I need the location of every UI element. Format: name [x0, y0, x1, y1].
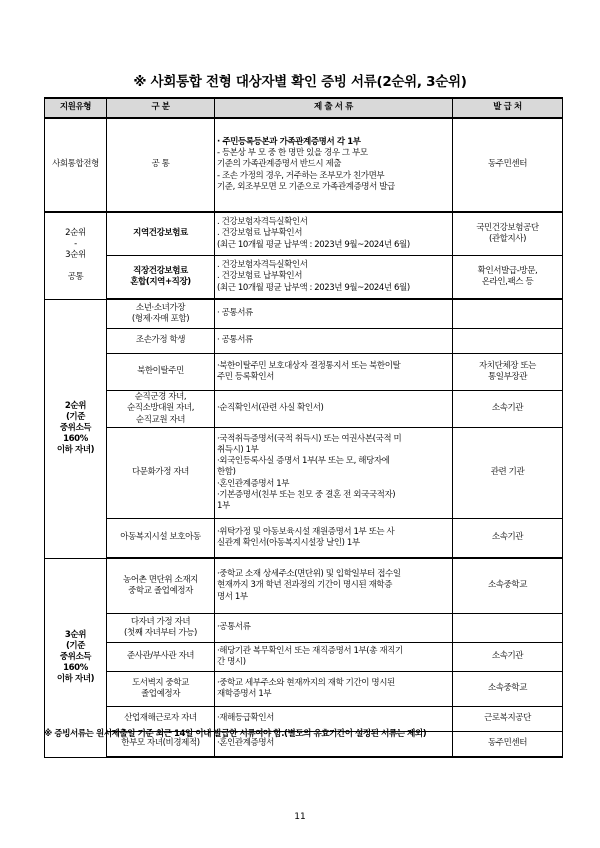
- header-documents: 제 출 서 류: [215, 98, 453, 118]
- social-docs-line: 기준의 가족관계증명서 반드시 제출: [217, 159, 342, 170]
- rank3-type-line: 이하 자녀): [56, 674, 95, 685]
- header-type: 지원유형: [45, 98, 107, 118]
- rank3-docs: [215, 614, 453, 643]
- rank2-issuer-line: 자치단체장 또는: [479, 360, 536, 371]
- documents-table: [44, 97, 563, 758]
- rank3-row: [45, 614, 563, 643]
- rank2-category-line: (형제·자매 포함): [131, 314, 190, 324]
- rank2-type-line: 이하 자녀): [56, 445, 95, 456]
- rank2-row: [45, 329, 563, 354]
- rank2-category-line: 조손가정 학생: [135, 335, 186, 346]
- rank2-category-line: 순직군경 자녀,: [134, 392, 187, 403]
- rank2-issuer-line: 통일부장관: [487, 372, 528, 382]
- rank2-type-line: 160%: [63, 434, 88, 445]
- workplace-issuer-line: 확인서발급-방문,: [477, 265, 538, 276]
- rank3-issuer: [453, 558, 563, 614]
- regional-docs: [215, 212, 453, 256]
- rank2-type-line: 중위소득: [59, 422, 92, 433]
- rank2-row: [45, 391, 563, 428]
- rank2-type-line: (기준: [65, 411, 86, 422]
- common-type-line: [47, 261, 104, 272]
- rank3-issuer-line: 소속중학교: [487, 580, 528, 591]
- rank3-row: [45, 643, 563, 672]
- rank2-category-line: 다문화가정 자녀: [132, 467, 189, 478]
- rank2-docs-line: ·외국인등록사실 증명서 1부(부 또는 모, 해당자에: [217, 456, 390, 467]
- header-issuer: 발 급 처: [453, 98, 563, 118]
- rank3-issuer-line: 소속기관: [491, 651, 524, 662]
- rank2-docs: [215, 391, 453, 428]
- rank3-type-line: 중위소득: [59, 651, 92, 662]
- rank3-issuer: [453, 672, 563, 707]
- rank3-category-line: 도서벽지 중학교: [132, 677, 189, 688]
- workplace-category-line: 직장건강보험료: [133, 265, 188, 276]
- rank3-docs-line: ·중학교 소재 상세주소(면단위) 및 입학일부터 접수일: [217, 569, 401, 580]
- rank2-docs: [215, 329, 453, 354]
- regional-issuer-line: (관할지사): [488, 234, 527, 244]
- rank2-docs: [215, 354, 453, 391]
- social-docs-line: 기준, 외조부모면 모 기준으로 가족관계증명서 발급: [217, 181, 395, 192]
- rank2-type: [45, 299, 107, 558]
- rank3-docs-line: ·중학교 세부주소와 현재까지의 재학 기간이 명시된: [217, 677, 395, 688]
- rank2-docs-line: 실관계 확인서(아동복지시설장 날인) 1부: [217, 538, 360, 548]
- rank2-category-line: 순직소방대원 자녀,: [126, 403, 195, 414]
- workplace-category: [107, 256, 215, 300]
- rank2-category: [107, 519, 215, 559]
- regional-issuer: [453, 212, 563, 256]
- rank2-issuer: [453, 329, 563, 354]
- header-row: [45, 98, 563, 118]
- rank2-docs: [215, 519, 453, 559]
- rank2-docs-line: ·위탁가정 및 아동보육시설 재원증명서 1부 또는 사: [217, 526, 395, 537]
- rank3-issuer-line: 동주민센터: [487, 738, 528, 749]
- common-type-line: 2순위: [65, 228, 86, 239]
- rank3-docs-line: 현재까지 3개 학년 전과정의 기간이 명시된 재학증: [217, 580, 393, 591]
- rank2-type-line: 2순위: [64, 400, 87, 411]
- rank2-issuer: [453, 299, 563, 329]
- regional-category: 지역건강보험료: [107, 212, 215, 256]
- header-category: 구 분: [107, 98, 215, 118]
- rank2-docs-line: · 공통서류: [217, 308, 253, 319]
- rank3-row: [45, 672, 563, 707]
- rank3-docs-line: ·혼인관계증명서: [217, 738, 274, 749]
- social-issuer: 동주민센터: [453, 118, 563, 212]
- social-type: 사회통합전형: [45, 118, 107, 212]
- rank3-docs-line: 재학증명서 1부: [217, 689, 272, 699]
- rank2-row: [45, 354, 563, 391]
- row-social-common: [45, 118, 563, 212]
- rank3-docs-line: ·공통서류: [217, 622, 251, 633]
- common-type-line: 공통: [67, 272, 84, 283]
- rank3-type-line: 3순위: [64, 629, 87, 640]
- rank3-docs-line: 간 명시): [217, 657, 246, 667]
- common-type: [45, 212, 107, 299]
- rank3-category: [107, 643, 215, 672]
- rank3-issuer-line: 근로복지공단: [484, 713, 531, 724]
- rank2-category-line: 북한이탈주민: [137, 366, 184, 377]
- workplace-docs-line: . 건강보험자격득실확인서: [217, 260, 308, 271]
- rank2-docs: [215, 299, 453, 329]
- workplace-issuer: [453, 256, 563, 300]
- rank3-category: [107, 614, 215, 643]
- rank3-issuer: [453, 732, 563, 758]
- rank3-category-line: 농어촌 면단위 소재지: [123, 574, 198, 585]
- rank2-issuer-line: 관련 기관: [490, 467, 525, 478]
- rank3-row: [45, 558, 563, 614]
- rank2-docs-line: ·순직확인서(관련 사실 확인서): [217, 403, 324, 414]
- social-docs-line: - 조손 가정의 경우, 거주하는 조부모가 친가면부: [217, 170, 385, 181]
- social-docs-line: - 등본상 부 모 중 한 명만 있을 경우 그 부모: [217, 148, 368, 159]
- rank3-category: [107, 672, 215, 707]
- rank2-issuer: [453, 391, 563, 428]
- rank3-docs-line: 명서 1부: [217, 591, 248, 602]
- workplace-docs: [215, 256, 453, 300]
- rank2-category: [107, 329, 215, 354]
- rank3-category-line: (첫째 자녀부터 가능): [124, 628, 197, 638]
- rank2-category-line: 소년·소녀가장: [135, 302, 186, 313]
- rank3-category-line: 졸업예정자: [140, 689, 181, 699]
- rank2-docs-line: · 공통서류: [217, 335, 253, 346]
- rank2-issuer-line: 소속기관: [491, 403, 524, 414]
- rank2-docs-line: 취득시) 1부: [217, 445, 259, 456]
- rank2-issuer: [453, 428, 563, 519]
- common-type-line: -: [74, 239, 77, 250]
- rank2-docs-line: ·북한이탈주민 보호대상자 결정통지서 또는 북한이탈: [217, 360, 401, 371]
- rank2-docs-line: 주민 등록확인서: [217, 372, 274, 382]
- social-docs: [215, 118, 453, 212]
- rank3-category-line: 중학교 졸업예정자: [128, 586, 193, 596]
- page-number: 11: [294, 812, 306, 822]
- rank3-issuer-line: 소속중학교: [487, 683, 528, 694]
- footnote: ※ 증빙서류는 원서제출일 기준 최근 14일 이내 발급한 서류여야 함.(별도의 유효기간이 설정된 서류는 제외): [44, 729, 427, 739]
- workplace-docs-line: . 건강보험료 납부확인서: [217, 271, 303, 282]
- rank2-issuer: [453, 354, 563, 391]
- rank3-type-line: 160%: [63, 663, 88, 674]
- rank3-docs-line: ·해당기관 복무확인서 또는 재직증명서 1부(총 재직기: [217, 645, 403, 656]
- rank3-category-line: 한부모 자녀(비경제적): [121, 738, 200, 749]
- rank2-docs-line: ·국적취득증명서(국적 취득시) 또는 여권사본(국적 미: [217, 434, 402, 445]
- regional-issuer-line: 국민건강보험공단: [476, 222, 539, 233]
- workplace-docs-line: (최근 10개월 평균 납부액 : 2023년 9월~2024년 6월): [217, 282, 410, 293]
- rank3-category-line: 산업재해근로자 자녀: [124, 713, 197, 724]
- rank2-category: [107, 428, 215, 519]
- rank3-category: [107, 558, 215, 614]
- rank2-docs-line: 한함): [217, 467, 236, 478]
- rank2-row: [45, 299, 563, 329]
- workplace-category-line: 혼합(지역+직장): [130, 277, 191, 287]
- rank2-category: [107, 299, 215, 329]
- regional-docs-line: . 건강보험료 납부확인서: [217, 228, 303, 239]
- rank3-issuer-line: [455, 622, 560, 633]
- common-type-line: 3순위: [65, 250, 86, 261]
- rank3-docs: [215, 643, 453, 672]
- rank3-docs-line: ·재해등급확인서: [217, 713, 274, 724]
- page-title: ※ 사회통합 전형 대상자별 확인 증빙 서류(2순위, 3순위): [133, 74, 467, 90]
- rank3-docs: [215, 558, 453, 614]
- social-docs-line: · 주민등록등본과 가족관계증명서 각 1부: [217, 137, 361, 148]
- workplace-issuer-line: 온라인,팩스 등: [481, 277, 534, 287]
- regional-docs-line: (최근 10개월 평균 납부액 : 2023년 9월~2024년 6월): [217, 239, 410, 250]
- rank2-docs: [215, 428, 453, 519]
- rank2-issuer-line: 소속기관: [491, 532, 524, 543]
- rank2-category-line: 아동복지시설 보호아동: [120, 532, 201, 543]
- rank2-row: [45, 519, 563, 559]
- social-category: 공 통: [107, 118, 215, 212]
- rank3-issuer: [453, 614, 563, 643]
- rank3-category-line: 다자녀 가정 자녀: [130, 616, 191, 627]
- row-regional-insurance: [45, 212, 563, 256]
- rank2-category: [107, 391, 215, 428]
- row-workplace-insurance: [45, 256, 563, 300]
- rank2-issuer: [453, 519, 563, 559]
- rank3-category-line: 준사관/부사관 자녀: [126, 651, 195, 662]
- rank2-docs-line: ·기본증명서(친부 또는 친모 중 결혼 전 외국국적자): [217, 489, 396, 500]
- rank3-type-line: (기준: [65, 640, 86, 651]
- rank2-docs-line: ·혼인관계증명서 1부: [217, 478, 290, 489]
- rank3-docs: [215, 672, 453, 707]
- rank3-issuer: [453, 643, 563, 672]
- rank2-category: [107, 354, 215, 391]
- rank2-category-line: 순직교원 자녀: [135, 414, 186, 425]
- regional-docs-line: . 건강보험자격득실확인서: [217, 217, 308, 228]
- rank2-row: [45, 428, 563, 519]
- rank2-docs-line: 1부: [217, 500, 230, 511]
- rank3-issuer: [453, 707, 563, 732]
